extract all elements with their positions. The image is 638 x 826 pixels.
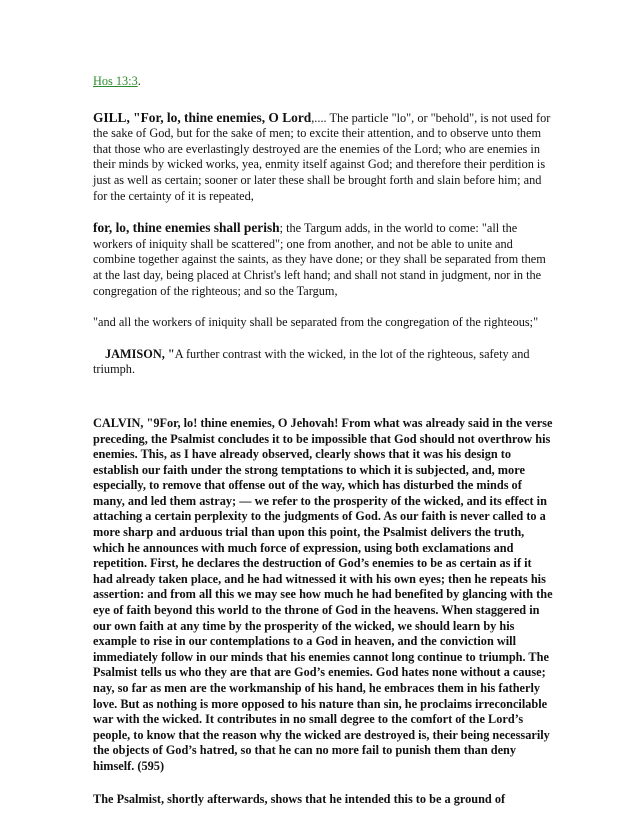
gill-paragraph-2	[93, 220, 553, 299]
gill-paragraph-1	[93, 110, 553, 205]
gill-heading-2: for, lo, thine enemies shall perish	[93, 220, 280, 236]
calvin-paragraph: CALVIN, "9For, lo! thine enemies, O Jehovah! From what was already said in the verse preceding, the Psalmist concludes it to be impossible that God should not overthrow his enemies. This, as I have already observed, clearly shows that it was his design to establish our faith under the strong temptations to which it is subjected, and, more especially, to remove that offense out of the way, which has disturbed the minds of many, and led them astray; — we refer to the prosperity of the wicked, and its effect in attaching a certain perplexity to the judgments of God. As our faith is never called to a more sharp and arduous trial than upon this point, the Psalmist delivers the truth, which he announces with much force of expression, using both exclamations and repetition. First, he declares the destruction of God’s enemies to be as certain as if it had already taken place, and he had witnessed it with his own eyes; then he repeats his assertion: and from all this we may see how much he had benefited by glancing with the eye of faith beyond this world to the throne of God in the heavens. When staggered in our own faith at any time by the prosperity of the wicked, we should learn by his example to rise in our contemplations to a God in heaven, and the conviction will immediately follow in our minds that his enemies cannot long continue to triumph. The Psalmist tells us who they are that are God’s enemies. God hates none without a cause; nay, so far as men are the workmanship of his hand, he embraces them in his fatherly love. But as nothing is more opposed to his nature than sin, he proclaims irreconcilable war with the wicked. It contributes in no small degree to the comfort of the Lord’s people, to know that the reason why the wicked are destroyed is, their being necessarily the objects of God’s hatred, so that he can no more fail to punish them than deny himself. (595)	[93, 415, 553, 773]
calvin-continuation: The Psalmist, shortly afterwards, shows that he intended this to be a ground of	[93, 791, 506, 806]
jamison-heading: JAMISON, "	[105, 346, 175, 361]
jamison-paragraph	[93, 347, 553, 378]
scripture-link[interactable]: Hos 13:3	[93, 74, 138, 88]
gill-text-2: ; the Targum adds, in the world to come: "all the workers of iniquity shall be scattered"; one from another, and not be able to unite and combine together against the saints, as they have done; or they shall be separated from them at the last day, being placed at Christ's left hand; and shall not stand in judgment, nor in the congregation of the righteous; and so the Targum,	[93, 221, 546, 298]
jamison-text: A further contrast with the wicked, in the lot of the righteous, safety and triumph.	[93, 346, 530, 377]
targum-quote: "and all the workers of iniquity shall be separated from the congregation of the righteous;"	[93, 315, 539, 330]
scripture-reference	[93, 74, 553, 90]
reference-period: .	[137, 74, 141, 88]
document-page	[93, 58, 553, 823]
gill-text-1: ,.... The particle "lo", or "behold", is not used for the sake of God, but for the sake of men; to excite their attention, and to observe unto them that those who are everlastingly destroyed are the enemies of the Lord; who are enemies in their minds by wicked works, yea, enmity itself against God; and therefore their perdition is just as well as certain; sooner or later these shall be brought forth and slain before him; and for the certainty of it is repeated,	[93, 110, 551, 203]
gill-heading-1: GILL, "For, lo, thine enemies, O Lord	[93, 109, 312, 125]
